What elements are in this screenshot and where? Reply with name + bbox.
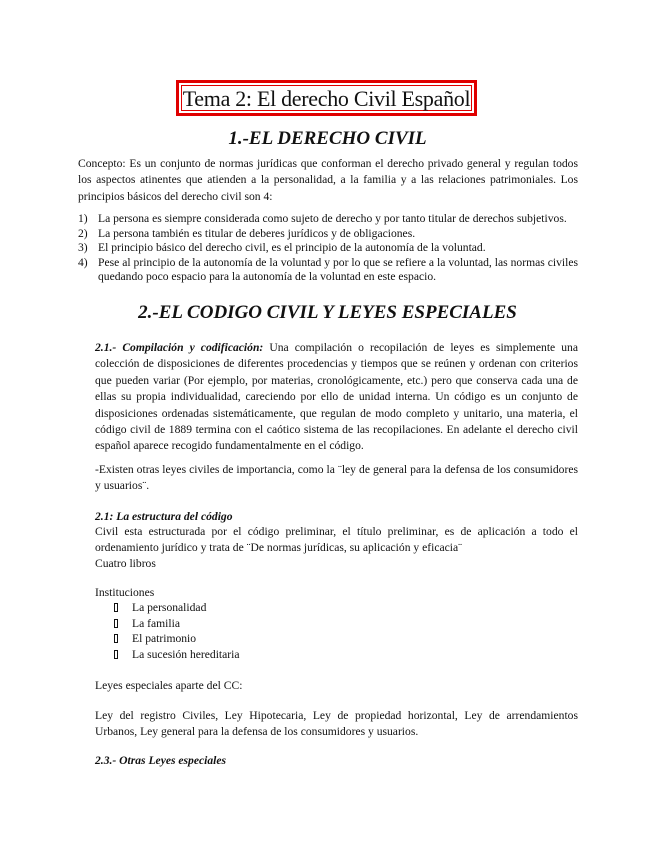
institucion-item (114, 647, 240, 663)
institucion-text: La personalidad (132, 601, 207, 614)
principle-text: Pese al principio de la autonomía de la voluntad y por lo que se refiere a la voluntad, las normas civiles quedando poco espacio para la autonomía de la voluntad en este espacio. (98, 255, 578, 283)
institucion-item (114, 631, 240, 647)
instituciones-list (114, 600, 240, 662)
institucion-text: La familia (132, 616, 180, 630)
principle-item (78, 256, 578, 285)
leyes-especiales-label: Leyes especiales aparte del CC: (95, 679, 243, 692)
principle-number: 1) (78, 212, 88, 225)
cuatro-libros: Cuatro libros (95, 557, 156, 570)
instituciones-label: Instituciones (95, 586, 155, 599)
principle-text: El principio básico del derecho civil, es el principio de la autonomía de la voluntad. (98, 241, 486, 254)
estructura-title: 2.1: La estructura del código (95, 510, 233, 523)
compilacion-text: Una compilación o recopilación de leyes es simplemente una colección de disposiciones de diferentes procedencias y tiempos que se reúnen y ordenan con criterios que pueden variar (Por ejemplo, por materias, cronológicamente, etc.) pero que conserva cada una de ellas su propia individualidad, careciendo por ello de unidad interna. Un código es un conjunto de disposiciones ordenadas sistemáticamente, que regulan de modo completo y unitario, una materia, el código civil de 1889 termina con el caótico sistema de las recopilaciones. En adelante el derecho civil español aparece recogido fundamentalmente en el código. (95, 341, 578, 453)
principle-number: 2) (78, 226, 88, 240)
section1-heading: 1.-EL DERECHO CIVIL (228, 128, 427, 149)
institucion-item (114, 616, 240, 632)
bullet-box-icon (114, 603, 118, 612)
principle-number: 4) (78, 255, 88, 269)
principle-item (78, 212, 578, 227)
compilacion-paragraph (95, 340, 578, 455)
principles-list (78, 212, 578, 285)
title-box (176, 80, 477, 116)
bullet-box-icon (114, 634, 118, 643)
institucion-text: El patrimonio (132, 632, 197, 645)
principle-item (78, 241, 578, 256)
estructura-paragraph: Civil esta estructurada por el código preliminar, el título preliminar, es de aplicación a todo el ordenamiento jurídico y trata de ¨De normas jurídicas, su aplicación y eficacia¨ (95, 525, 578, 555)
institucion-item (114, 600, 240, 616)
document-title: Tema 2: El derecho Civil Español (182, 86, 471, 111)
principle-text: La persona también es titular de deberes jurídicos y de obligaciones. (98, 226, 416, 240)
principle-text: La persona es siempre considerada como sujeto de derecho y por tanto titular de derechos subjetivos. (98, 212, 567, 225)
principle-item (78, 227, 578, 242)
section2-heading: 2.-EL CODIGO CIVIL Y LEYES ESPECIALES (138, 302, 517, 323)
institucion-text: La sucesión hereditaria (132, 647, 240, 661)
principle-number: 3) (78, 241, 88, 254)
bullet-box-icon (114, 619, 118, 628)
leyes-especiales-paragraph: Ley del registro Civiles, Ley Hipotecaria, Ley de propiedad horizontal, Ley de arrendamientos Urbanos, Ley general para la defensa de los consumidores y usuarios. (95, 709, 578, 739)
bullet-box-icon (114, 650, 118, 659)
compilacion-title: 2.1.- Compilación y codificación: (95, 341, 264, 354)
concept-paragraph: Concepto: Es un conjunto de normas jurídicas que conforman el derecho privado general y regulan todos los aspectos atinentes que atienden a la personalidad, a la familia y a las relaciones patrimoniales. Los principios básicos del derecho civil son 4: (78, 157, 578, 203)
otras-leyes-paragraph: -Existen otras leyes civiles de importancia, como la ¨ley de general para la defensa de los consumidores y usuarios¨. (95, 463, 578, 493)
otras-especiales-title: 2.3.- Otras Leyes especiales (95, 754, 227, 767)
